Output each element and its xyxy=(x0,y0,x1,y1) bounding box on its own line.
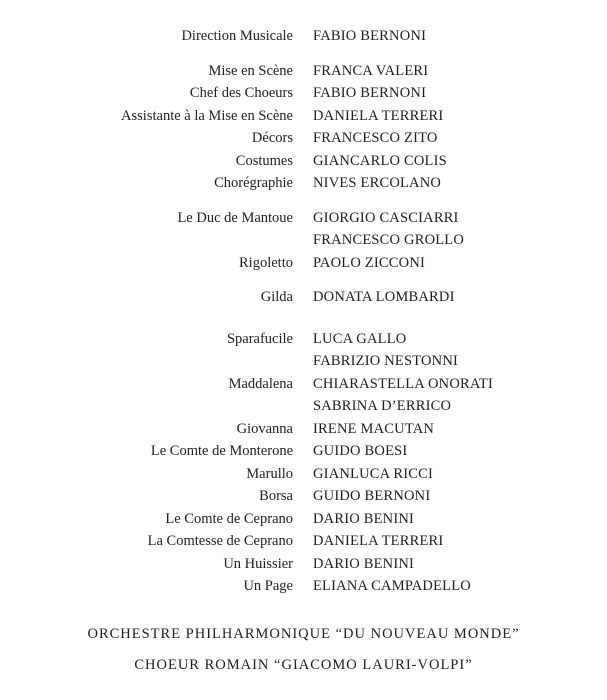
role-label: Direction Musicale xyxy=(181,28,293,44)
performer-name: DONATA LOMBARDI xyxy=(313,289,455,305)
performer-names xyxy=(313,82,426,105)
group-spacer xyxy=(0,48,607,60)
credit-row xyxy=(0,530,607,553)
performer-names xyxy=(313,60,428,83)
credit-row xyxy=(0,440,607,463)
role-label: Maddalena xyxy=(228,375,293,392)
performer-names xyxy=(313,440,407,463)
performer-name: FRANCESCO ZITO xyxy=(313,130,438,146)
credit-row xyxy=(0,105,607,128)
chorus-credit: CHOEUR ROMAIN “GIACOMO LAURI-VOLPI” xyxy=(134,657,473,673)
role-label: Giovanna xyxy=(236,420,293,437)
role-label: Costumes xyxy=(235,152,293,169)
performer-name: FRANCA VALERI xyxy=(313,62,429,79)
performer-names xyxy=(313,508,414,531)
role-label: Un Page xyxy=(243,578,293,594)
group-spacer xyxy=(0,195,607,207)
role-label: Assistante à la Mise en Scène xyxy=(121,107,293,124)
performer-name: NIVES ERCOLANO xyxy=(313,175,442,191)
performer-name: PAOLO ZICCONI xyxy=(313,254,426,271)
role-label: Mise en Scène xyxy=(208,62,293,79)
performer-names xyxy=(313,207,464,252)
group-spacer xyxy=(0,274,607,286)
credits-list xyxy=(0,25,607,598)
performer-name: FABRIZIO NESTONNI xyxy=(313,353,459,369)
role-label: Décors xyxy=(251,130,293,146)
credit-row xyxy=(0,418,607,441)
performer-names xyxy=(313,172,441,195)
credit-row xyxy=(0,60,607,83)
performer-name: FRANCESCO GROLLO xyxy=(313,232,465,248)
credit-row xyxy=(0,127,607,150)
role-label: Marullo xyxy=(246,465,293,482)
role-label: Le Comte de Monterone xyxy=(150,443,293,459)
performer-names xyxy=(313,553,414,576)
credit-row xyxy=(0,286,607,309)
credit-row xyxy=(0,553,607,576)
performer-name: SABRINA D’ERRICO xyxy=(313,398,452,414)
credit-row xyxy=(0,252,607,275)
performer-name: GUIDO BERNONI xyxy=(313,488,431,504)
performer-name: DARIO BENINI xyxy=(313,555,415,572)
performer-name: DANIELA TERRERI xyxy=(313,533,444,549)
performer-names xyxy=(313,127,438,150)
role-label: Chorégraphie xyxy=(214,175,293,191)
credit-row xyxy=(0,575,607,598)
credit-row xyxy=(0,150,607,173)
credit-row xyxy=(0,207,607,252)
performer-names xyxy=(313,575,471,598)
credit-row xyxy=(0,25,607,48)
performer-name: IRENE MACUTAN xyxy=(313,420,435,437)
performer-names xyxy=(313,328,458,373)
performer-names xyxy=(313,485,430,508)
credit-row xyxy=(0,463,607,486)
performer-names xyxy=(313,252,425,275)
performer-names xyxy=(313,25,426,48)
performer-name: GUIDO BOESI xyxy=(313,443,408,459)
performer-name: DANIELA TERRERI xyxy=(313,107,444,124)
performer-names xyxy=(313,530,443,553)
orchestra-credit: ORCHESTRE PHILHARMONIQUE “DU NOUVEAU MONDE” xyxy=(87,626,520,642)
group-spacer xyxy=(0,309,607,328)
role-label: Gilda xyxy=(260,289,293,305)
role-label: Un Huissier xyxy=(223,555,293,572)
credit-row xyxy=(0,485,607,508)
performer-names xyxy=(313,105,443,128)
performer-name: GIANCARLO COLIS xyxy=(313,152,447,169)
credit-row xyxy=(0,172,607,195)
credit-row xyxy=(0,82,607,105)
performer-name: GIORGIO CASCIARRI xyxy=(313,209,459,226)
role-label: Sparafucile xyxy=(226,330,293,347)
performer-name: DARIO BENINI xyxy=(313,510,415,527)
role-label: Rigoletto xyxy=(239,254,293,271)
role-label: Borsa xyxy=(259,488,293,504)
role-label: Chef des Choeurs xyxy=(189,85,293,101)
performer-names xyxy=(313,418,434,441)
performer-names xyxy=(313,463,433,486)
performer-name: LUCA GALLO xyxy=(313,330,407,347)
credit-row xyxy=(0,373,607,418)
performer-names xyxy=(313,286,455,309)
credit-row xyxy=(0,328,607,373)
role-label: Le Comte de Ceprano xyxy=(165,510,293,527)
performer-name: GIANLUCA RICCI xyxy=(313,465,434,482)
credit-row xyxy=(0,508,607,531)
performer-names xyxy=(313,150,447,173)
role-label: La Comtesse de Ceprano xyxy=(147,533,293,549)
performer-name: ELIANA CAMPADELLO xyxy=(313,578,471,594)
performer-names xyxy=(313,373,493,418)
performer-name: CHIARASTELLA ONORATI xyxy=(313,375,494,392)
performer-name: FABIO BERNONI xyxy=(313,28,427,44)
performer-name: FABIO BERNONI xyxy=(313,85,427,101)
role-label: Le Duc de Mantoue xyxy=(177,209,293,226)
